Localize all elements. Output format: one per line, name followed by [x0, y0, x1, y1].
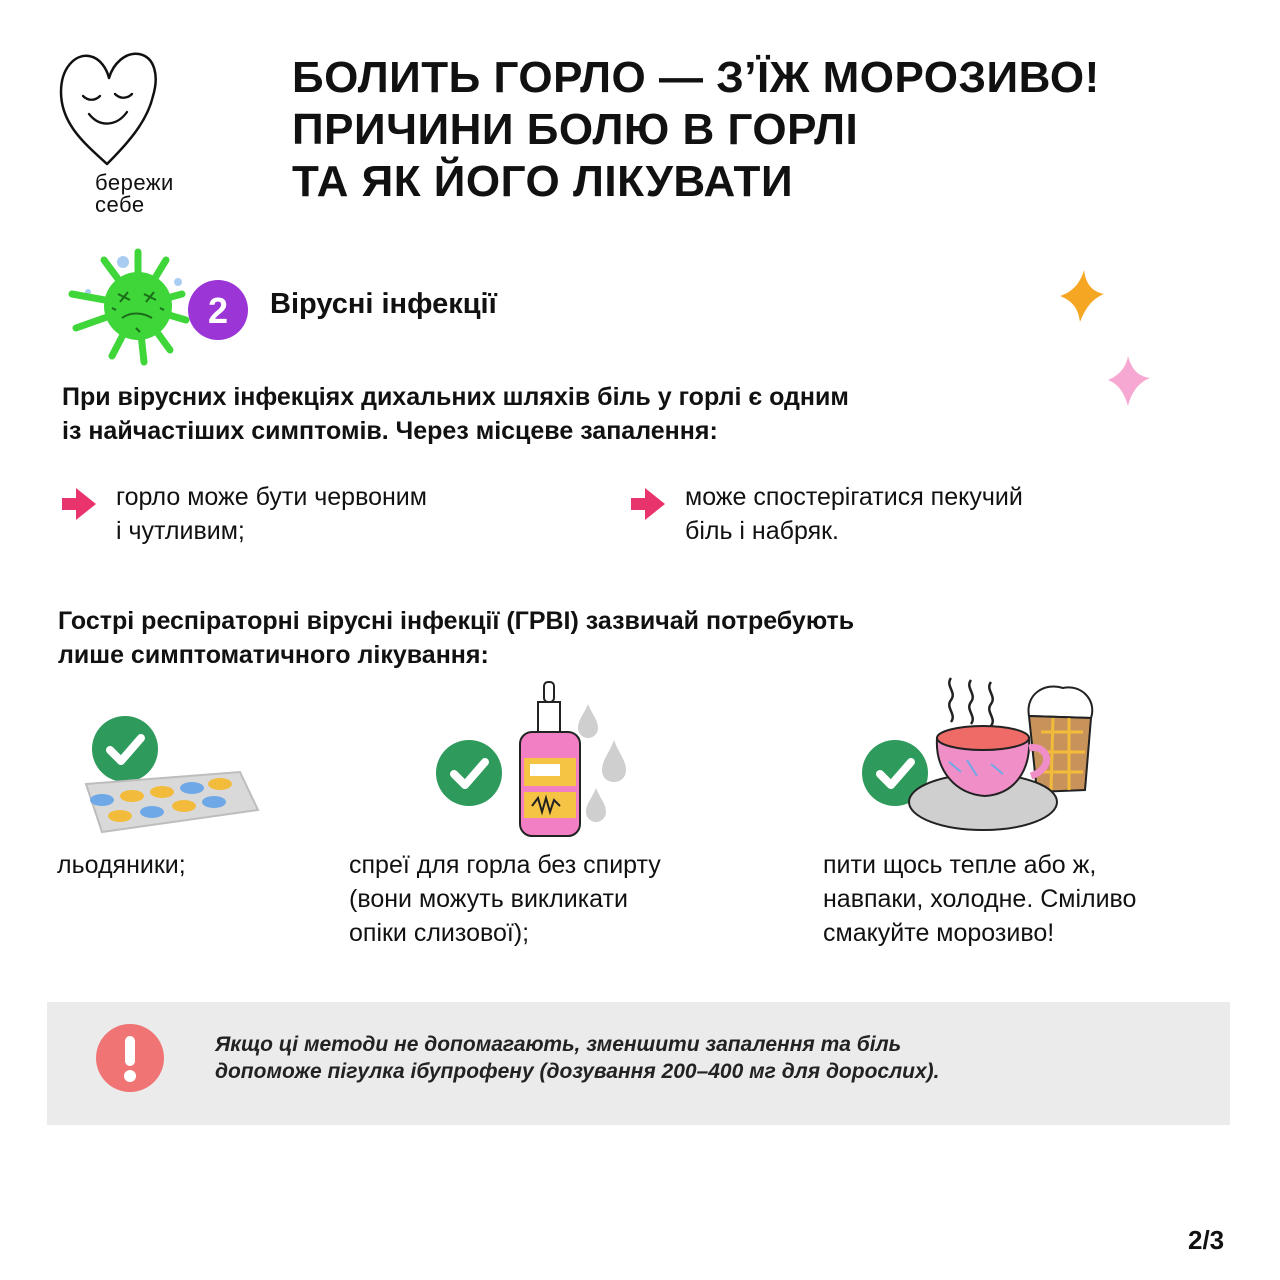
section-title: Вірусні інфекції — [270, 288, 497, 320]
subhead-line-1: Гострі респіраторні вірусні інфекції (ГРВІ) зазвичай потребують — [58, 607, 855, 635]
title-line-1: БОЛИТЬ ГОРЛО — З’ЇЖ МОРОЗИВО! — [292, 53, 1100, 102]
brand-logo — [55, 48, 215, 223]
bullet-2-line-2: біль і набряк. — [685, 517, 840, 545]
page-title — [292, 52, 1252, 208]
intro-line-2: із найчастіших симптомів. Через місцеве запалення: — [62, 417, 718, 445]
remedy-1-line-1: льодяники; — [57, 851, 186, 879]
bullet-1-line-2: і чутливим; — [116, 517, 245, 545]
subhead-line-2: лише симптоматичного лікування: — [58, 641, 489, 669]
remedy-3-line-1: пити щось тепле або ж, — [823, 851, 1097, 879]
remedy-2-line-2: (вони можуть викликати — [349, 885, 628, 913]
remedy-drink-text — [823, 848, 1136, 950]
spray-bottle-icon — [510, 680, 640, 840]
pink-sparkle-icon — [1106, 354, 1152, 413]
treatment-heading — [58, 604, 1058, 672]
virus-icon — [66, 244, 256, 374]
remedy-lozenges-text — [57, 848, 186, 882]
heart-logo-icon — [55, 48, 165, 173]
remedy-2-line-3: опіки слизової); — [349, 919, 530, 947]
title-line-2: ПРИЧИНИ БОЛЮ В ГОРЛІ — [292, 105, 859, 154]
logo-line-2: себе — [95, 192, 145, 217]
remedy-3-line-2: навпаки, холодне. Сміливо — [823, 885, 1137, 913]
bullet-item — [58, 480, 578, 560]
virus-illustration — [66, 244, 256, 374]
bullet-1-line-1: горло може бути червоним — [116, 483, 427, 511]
section-number: 2 — [207, 290, 229, 331]
lozenge-blister-icon — [72, 770, 262, 836]
arrow-right-icon — [58, 484, 98, 524]
intro-paragraph — [62, 380, 1042, 448]
intro-line-1: При вірусних інфекціях дихальних шляхів біль у горлі є одним — [62, 383, 849, 411]
remedy-2-line-1: спреї для горла без спирту — [349, 851, 661, 879]
warning-notice — [47, 1002, 1230, 1125]
title-line-3: ТА ЯК ЙОГО ЛІКУВАТИ — [292, 157, 794, 206]
exclamation-icon — [95, 1022, 165, 1094]
orange-sparkle-icon — [1058, 268, 1106, 329]
page-indicator: 2/3 — [1188, 1225, 1225, 1255]
arrow-right-icon — [627, 484, 667, 524]
bullet-item — [627, 480, 1187, 560]
hot-drink-ice-cream-icon — [905, 672, 1105, 836]
remedy-3-line-3: смакуйте морозиво! — [823, 919, 1055, 947]
notice-line-2: допоможе пігулка ібупрофену (дозування 200–400 мг для дорослих). — [215, 1060, 940, 1083]
notice-line-1: Якщо ці методи не допомагають, зменшити запалення та біль — [215, 1033, 902, 1056]
checkmark-icon — [436, 740, 502, 806]
remedy-spray-text — [349, 848, 661, 950]
bullet-2-line-1: може спостерігатися пекучий — [685, 483, 1023, 511]
logo-line-1: бережи — [95, 170, 174, 195]
